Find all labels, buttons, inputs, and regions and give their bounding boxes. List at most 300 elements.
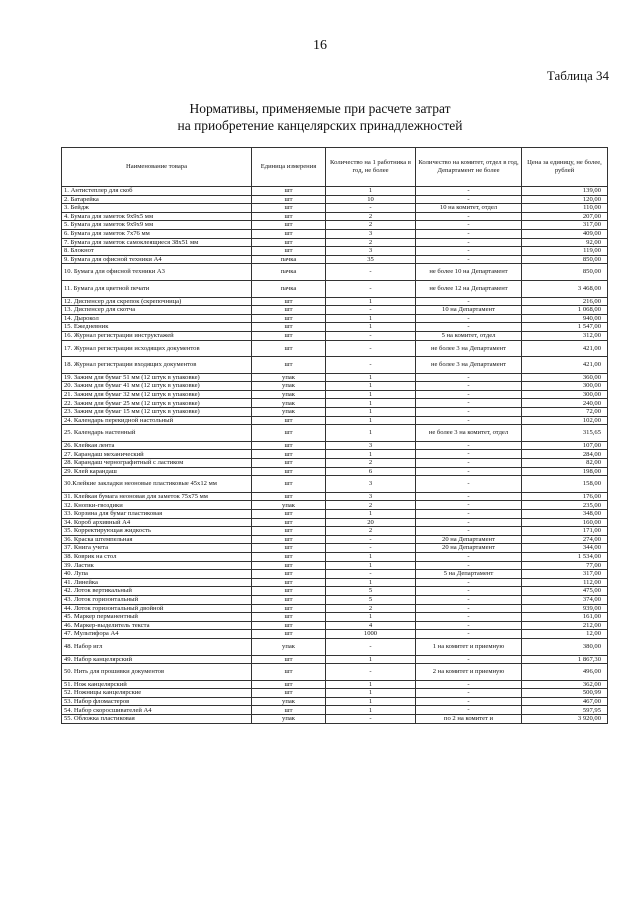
row-qty-dept-cell: 2 на комитет и приемную: [416, 664, 522, 681]
row-name-cell: 26. Клейкая лента: [62, 441, 252, 450]
row-price-cell: 1 068,00: [522, 306, 608, 315]
row-price-cell: 467,00: [522, 697, 608, 706]
header-qty-worker: Количество на 1 работника в год, не более: [326, 148, 416, 187]
row-qty-worker-cell: 1: [326, 382, 416, 391]
table-row: [62, 323, 608, 332]
row-unit-cell: шт: [252, 476, 326, 493]
row-unit-cell: шт: [252, 340, 326, 357]
row-unit-cell: шт: [252, 314, 326, 323]
row-qty-worker-cell: 1: [326, 390, 416, 399]
row-name-cell: 13. Диспенсер для скотча: [62, 306, 252, 315]
row-qty-dept-cell: 10 на комитет, отдел: [416, 204, 522, 213]
table-row: [62, 204, 608, 213]
row-qty-worker-cell: 1: [326, 561, 416, 570]
row-unit-cell: шт: [252, 604, 326, 613]
row-price-cell: 216,00: [522, 297, 608, 306]
row-qty-dept-cell: -: [416, 501, 522, 510]
row-name-cell: 11. Бумага для цветной печати: [62, 280, 252, 297]
table-row: [62, 357, 608, 374]
row-qty-dept-cell: -: [416, 552, 522, 561]
row-name-cell: 1. Антистеплер для скоб: [62, 187, 252, 196]
row-qty-dept-cell: -: [416, 561, 522, 570]
row-qty-dept-cell: -: [416, 238, 522, 247]
row-price-cell: 77,00: [522, 561, 608, 570]
row-qty-worker-cell: -: [326, 204, 416, 213]
row-price-cell: 212,00: [522, 621, 608, 630]
row-price-cell: 409,00: [522, 229, 608, 238]
table-row: [62, 441, 608, 450]
table-row: [62, 587, 608, 596]
row-price-cell: 317,00: [522, 570, 608, 579]
row-name-cell: 12. Диспенсер для скрепок (скрепочница): [62, 297, 252, 306]
row-unit-cell: шт: [252, 450, 326, 459]
title-line-2: на приобретение канцелярских принадлежностей: [177, 118, 463, 133]
row-qty-worker-cell: 3: [326, 441, 416, 450]
row-name-cell: 42. Лоток вертикальный: [62, 587, 252, 596]
row-qty-dept-cell: -: [416, 373, 522, 382]
row-qty-dept-cell: 5 на Департамент: [416, 570, 522, 579]
row-name-cell: 46. Маркер-выделитель текста: [62, 621, 252, 630]
row-name-cell: 8. Блокнот: [62, 247, 252, 256]
row-qty-dept-cell: -: [416, 323, 522, 332]
row-name-cell: 4. Бумага для заметок 9х9х5 мм: [62, 212, 252, 221]
row-qty-worker-cell: -: [326, 638, 416, 655]
row-qty-worker-cell: -: [326, 664, 416, 681]
row-unit-cell: шт: [252, 587, 326, 596]
table-row: [62, 689, 608, 698]
row-price-cell: 300,00: [522, 390, 608, 399]
row-price-cell: 421,00: [522, 357, 608, 374]
table-row: [62, 247, 608, 256]
row-unit-cell: шт: [252, 238, 326, 247]
row-qty-dept-cell: -: [416, 390, 522, 399]
table-row: [62, 527, 608, 536]
row-qty-dept-cell: -: [416, 314, 522, 323]
row-price-cell: 597,95: [522, 706, 608, 715]
row-qty-worker-cell: -: [326, 340, 416, 357]
row-qty-dept-cell: -: [416, 408, 522, 417]
row-qty-worker-cell: 6: [326, 467, 416, 476]
row-qty-dept-cell: -: [416, 527, 522, 536]
table-row: [62, 187, 608, 196]
header-unit: Единица измерения: [252, 148, 326, 187]
row-price-cell: 1 534,00: [522, 552, 608, 561]
row-unit-cell: шт: [252, 680, 326, 689]
row-price-cell: 82,00: [522, 459, 608, 468]
row-unit-cell: шт: [252, 323, 326, 332]
table-row: [62, 476, 608, 493]
row-price-cell: 312,00: [522, 331, 608, 340]
row-qty-dept-cell: -: [416, 212, 522, 221]
row-name-cell: 53. Набор фломастеров: [62, 697, 252, 706]
row-qty-dept-cell: не более 3 на Департамент: [416, 357, 522, 374]
row-qty-dept-cell: -: [416, 630, 522, 639]
table-row: [62, 459, 608, 468]
row-name-cell: 37. Книга учета: [62, 544, 252, 553]
row-qty-dept-cell: -: [416, 604, 522, 613]
row-price-cell: 207,00: [522, 212, 608, 221]
row-name-cell: 10. Бумага для офисной техники А3: [62, 264, 252, 281]
header-qty-dept: Количество на комитет, отдел в год, Департамент не более: [416, 148, 522, 187]
row-name-cell: 6. Бумага для заметок 7х76 мм: [62, 229, 252, 238]
table-row: [62, 229, 608, 238]
row-unit-cell: упак: [252, 501, 326, 510]
row-qty-dept-cell: не более 10 на Департамент: [416, 264, 522, 281]
table-row: [62, 467, 608, 476]
row-price-cell: 284,00: [522, 450, 608, 459]
row-price-cell: 3 920,00: [522, 715, 608, 724]
row-price-cell: 500,99: [522, 689, 608, 698]
row-name-cell: 54. Набор скоросшивателей А4: [62, 706, 252, 715]
row-qty-dept-cell: -: [416, 613, 522, 622]
row-name-cell: 2. Батарейка: [62, 195, 252, 204]
row-price-cell: 119,00: [522, 247, 608, 256]
table-row: [62, 630, 608, 639]
row-qty-dept-cell: -: [416, 441, 522, 450]
row-qty-dept-cell: -: [416, 450, 522, 459]
table-row: [62, 518, 608, 527]
row-qty-worker-cell: -: [326, 306, 416, 315]
row-qty-dept-cell: 5 на комитет, отдел: [416, 331, 522, 340]
row-price-cell: 317,00: [522, 221, 608, 230]
row-unit-cell: шт: [252, 706, 326, 715]
row-name-cell: 49. Набор канцелярский: [62, 655, 252, 664]
norms-table-wrapper: [61, 147, 607, 724]
row-price-cell: 362,00: [522, 680, 608, 689]
row-qty-worker-cell: 1: [326, 450, 416, 459]
table-header-row: [62, 148, 608, 187]
table-row: [62, 706, 608, 715]
row-price-cell: 940,00: [522, 314, 608, 323]
document-title: [0, 100, 640, 134]
table-row: [62, 297, 608, 306]
table-row: [62, 570, 608, 579]
row-qty-worker-cell: 1: [326, 689, 416, 698]
row-unit-cell: пачка: [252, 255, 326, 264]
row-price-cell: 158,00: [522, 476, 608, 493]
row-unit-cell: шт: [252, 595, 326, 604]
row-price-cell: 274,00: [522, 535, 608, 544]
row-name-cell: 7. Бумага для заметок самоклеящиеся 38х51 мм: [62, 238, 252, 247]
row-unit-cell: шт: [252, 535, 326, 544]
row-qty-worker-cell: 1: [326, 425, 416, 442]
row-unit-cell: шт: [252, 561, 326, 570]
row-name-cell: 19. Зажим для бумаг 51 мм (12 штук в упаковке): [62, 373, 252, 382]
table-row: [62, 382, 608, 391]
row-name-cell: 23. Зажим для бумаг 15 мм (12 штук в упаковке): [62, 408, 252, 417]
row-name-cell: 31. Клейкая бумага неоновая для заметок 75х75 мм: [62, 492, 252, 501]
row-name-cell: 33. Корзина для бумаг пластиковая: [62, 510, 252, 519]
row-qty-worker-cell: -: [326, 715, 416, 724]
table-row: [62, 212, 608, 221]
row-name-cell: 3. Бейдж: [62, 204, 252, 213]
row-name-cell: 18. Журнал регистрации входящих документов: [62, 357, 252, 374]
row-qty-dept-cell: -: [416, 459, 522, 468]
row-price-cell: 161,00: [522, 613, 608, 622]
row-price-cell: 380,00: [522, 638, 608, 655]
row-name-cell: 41. Линейка: [62, 578, 252, 587]
row-price-cell: 160,00: [522, 518, 608, 527]
row-unit-cell: шт: [252, 655, 326, 664]
row-unit-cell: шт: [252, 187, 326, 196]
row-unit-cell: шт: [252, 459, 326, 468]
table-row: [62, 340, 608, 357]
row-price-cell: 171,00: [522, 527, 608, 536]
row-price-cell: 300,00: [522, 382, 608, 391]
row-unit-cell: упак: [252, 697, 326, 706]
row-qty-dept-cell: -: [416, 195, 522, 204]
row-qty-dept-cell: -: [416, 187, 522, 196]
row-price-cell: 475,00: [522, 587, 608, 596]
row-unit-cell: шт: [252, 664, 326, 681]
row-qty-worker-cell: 2: [326, 212, 416, 221]
row-name-cell: 21. Зажим для бумаг 32 мм (12 штук в упаковке): [62, 390, 252, 399]
table-row: [62, 408, 608, 417]
row-unit-cell: упак: [252, 373, 326, 382]
row-name-cell: 15. Ежедневник: [62, 323, 252, 332]
table-body: [62, 187, 608, 724]
table-row: [62, 655, 608, 664]
row-qty-dept-cell: -: [416, 510, 522, 519]
table-row: [62, 416, 608, 425]
row-qty-dept-cell: -: [416, 297, 522, 306]
row-unit-cell: упак: [252, 399, 326, 408]
row-name-cell: 34. Короб архивный А4: [62, 518, 252, 527]
row-unit-cell: шт: [252, 425, 326, 442]
row-qty-dept-cell: -: [416, 221, 522, 230]
row-unit-cell: шт: [252, 467, 326, 476]
row-unit-cell: шт: [252, 578, 326, 587]
row-price-cell: 374,00: [522, 595, 608, 604]
table-row: [62, 255, 608, 264]
row-qty-dept-cell: по 2 на комитет и: [416, 715, 522, 724]
row-name-cell: 50. Нить для прошивки документов: [62, 664, 252, 681]
row-qty-dept-cell: -: [416, 621, 522, 630]
row-name-cell: 51. Нож канцелярский: [62, 680, 252, 689]
table-row: [62, 195, 608, 204]
row-price-cell: 198,00: [522, 467, 608, 476]
row-name-cell: 25. Календарь настенный: [62, 425, 252, 442]
table-label: Таблица 34: [546, 68, 609, 83]
row-name-cell: 17. Журнал регистрации исходящих документов: [62, 340, 252, 357]
row-unit-cell: шт: [252, 552, 326, 561]
row-name-cell: 47. Мультифора А4: [62, 630, 252, 639]
row-qty-dept-cell: -: [416, 706, 522, 715]
row-unit-cell: шт: [252, 306, 326, 315]
row-qty-dept-cell: -: [416, 229, 522, 238]
row-name-cell: 14. Дырокол: [62, 314, 252, 323]
row-name-cell: 28. Карандаш чернографитный с ластиком: [62, 459, 252, 468]
row-price-cell: 12,00: [522, 630, 608, 639]
row-name-cell: 38. Коврик на стол: [62, 552, 252, 561]
row-qty-worker-cell: 3: [326, 492, 416, 501]
row-unit-cell: шт: [252, 195, 326, 204]
row-price-cell: 421,00: [522, 340, 608, 357]
row-qty-worker-cell: 1: [326, 314, 416, 323]
table-row: [62, 578, 608, 587]
row-qty-dept-cell: -: [416, 578, 522, 587]
row-unit-cell: шт: [252, 518, 326, 527]
row-name-cell: 30.Клейкие закладки неоновые пластиковые 45х12 мм: [62, 476, 252, 493]
table-row: [62, 544, 608, 553]
row-price-cell: 235,00: [522, 501, 608, 510]
table-row: [62, 390, 608, 399]
row-qty-worker-cell: -: [326, 331, 416, 340]
table-row: [62, 621, 608, 630]
row-qty-dept-cell: -: [416, 680, 522, 689]
table-row: [62, 501, 608, 510]
row-qty-dept-cell: -: [416, 399, 522, 408]
row-qty-dept-cell: -: [416, 595, 522, 604]
row-qty-dept-cell: -: [416, 655, 522, 664]
row-qty-worker-cell: -: [326, 535, 416, 544]
table-row: [62, 552, 608, 561]
row-price-cell: 120,00: [522, 195, 608, 204]
row-qty-worker-cell: -: [326, 357, 416, 374]
row-price-cell: 92,00: [522, 238, 608, 247]
row-qty-worker-cell: 2: [326, 459, 416, 468]
row-price-cell: 139,00: [522, 187, 608, 196]
row-unit-cell: шт: [252, 331, 326, 340]
row-name-cell: 43. Лоток горизонтальный: [62, 595, 252, 604]
row-unit-cell: шт: [252, 247, 326, 256]
table-row: [62, 697, 608, 706]
table-row: [62, 492, 608, 501]
row-qty-worker-cell: 1000: [326, 630, 416, 639]
table-row: [62, 238, 608, 247]
row-qty-worker-cell: 2: [326, 238, 416, 247]
table-row: [62, 613, 608, 622]
row-unit-cell: шт: [252, 689, 326, 698]
row-qty-worker-cell: 1: [326, 408, 416, 417]
row-name-cell: 5. Бумага для заметок 9х9х9 мм: [62, 221, 252, 230]
row-qty-dept-cell: -: [416, 255, 522, 264]
row-price-cell: 850,00: [522, 264, 608, 281]
row-name-cell: 40. Лупа: [62, 570, 252, 579]
row-qty-dept-cell: -: [416, 587, 522, 596]
row-qty-worker-cell: 20: [326, 518, 416, 527]
table-row: [62, 280, 608, 297]
row-qty-dept-cell: 20 на Департамент: [416, 535, 522, 544]
row-price-cell: 176,00: [522, 492, 608, 501]
row-qty-worker-cell: 1: [326, 613, 416, 622]
row-price-cell: 344,00: [522, 544, 608, 553]
row-qty-dept-cell: -: [416, 382, 522, 391]
title-line-1: Нормативы, применяемые при расчете затрат: [189, 101, 451, 116]
row-qty-worker-cell: 1: [326, 655, 416, 664]
row-unit-cell: шт: [252, 441, 326, 450]
row-qty-dept-cell: 10 на Департамент: [416, 306, 522, 315]
page-number: 16: [313, 38, 327, 53]
row-unit-cell: шт: [252, 544, 326, 553]
row-qty-worker-cell: 1: [326, 578, 416, 587]
row-qty-worker-cell: -: [326, 264, 416, 281]
row-qty-worker-cell: 3: [326, 247, 416, 256]
row-qty-worker-cell: 3: [326, 229, 416, 238]
row-unit-cell: шт: [252, 510, 326, 519]
row-qty-worker-cell: 2: [326, 604, 416, 613]
row-price-cell: 107,00: [522, 441, 608, 450]
row-unit-cell: шт: [252, 229, 326, 238]
table-row: [62, 450, 608, 459]
row-price-cell: 240,00: [522, 399, 608, 408]
row-price-cell: 315,65: [522, 425, 608, 442]
row-qty-worker-cell: 1: [326, 399, 416, 408]
row-qty-worker-cell: 5: [326, 595, 416, 604]
row-qty-dept-cell: -: [416, 689, 522, 698]
row-qty-dept-cell: -: [416, 697, 522, 706]
row-price-cell: 1 547,00: [522, 323, 608, 332]
row-unit-cell: упак: [252, 382, 326, 391]
row-name-cell: 48. Набор игл: [62, 638, 252, 655]
row-qty-dept-cell: не более 12 на Департамент: [416, 280, 522, 297]
row-price-cell: 102,00: [522, 416, 608, 425]
row-qty-worker-cell: 35: [326, 255, 416, 264]
header-name: Наименование товара: [62, 148, 252, 187]
row-qty-dept-cell: -: [416, 247, 522, 256]
row-unit-cell: шт: [252, 570, 326, 579]
row-qty-worker-cell: 3: [326, 476, 416, 493]
row-qty-worker-cell: 2: [326, 221, 416, 230]
row-name-cell: 35. Корректирующая жидкость: [62, 527, 252, 536]
row-qty-dept-cell: -: [416, 492, 522, 501]
table-row: [62, 399, 608, 408]
row-qty-dept-cell: -: [416, 518, 522, 527]
row-name-cell: 29. Клей карандаш: [62, 467, 252, 476]
row-name-cell: 36. Краска штемпельная: [62, 535, 252, 544]
table-row: [62, 561, 608, 570]
table-row: [62, 425, 608, 442]
row-name-cell: 52. Ножницы канцелярские: [62, 689, 252, 698]
row-unit-cell: шт: [252, 613, 326, 622]
row-name-cell: 44. Лоток горизонтальный двойной: [62, 604, 252, 613]
row-price-cell: 112,00: [522, 578, 608, 587]
row-qty-worker-cell: 2: [326, 527, 416, 536]
row-qty-worker-cell: -: [326, 544, 416, 553]
row-qty-worker-cell: 5: [326, 587, 416, 596]
row-qty-dept-cell: не более 3 на Департамент: [416, 340, 522, 357]
table-row: [62, 510, 608, 519]
row-qty-worker-cell: 1: [326, 697, 416, 706]
row-name-cell: 55. Обложка пластиковая: [62, 715, 252, 724]
row-qty-worker-cell: 1: [326, 323, 416, 332]
row-qty-dept-cell: -: [416, 416, 522, 425]
row-qty-dept-cell: 1 на комитет и приемную: [416, 638, 522, 655]
row-unit-cell: упак: [252, 408, 326, 417]
row-unit-cell: шт: [252, 212, 326, 221]
table-row: [62, 331, 608, 340]
row-price-cell: 360,00: [522, 373, 608, 382]
table-row: [62, 664, 608, 681]
table-row: [62, 680, 608, 689]
row-qty-worker-cell: -: [326, 280, 416, 297]
row-name-cell: 24. Календарь перекидной настольный: [62, 416, 252, 425]
row-qty-dept-cell: -: [416, 476, 522, 493]
row-unit-cell: шт: [252, 630, 326, 639]
row-qty-worker-cell: 10: [326, 195, 416, 204]
row-unit-cell: шт: [252, 527, 326, 536]
row-unit-cell: упак: [252, 390, 326, 399]
row-name-cell: 39. Ластик: [62, 561, 252, 570]
row-qty-worker-cell: 1: [326, 416, 416, 425]
table-row: [62, 604, 608, 613]
row-qty-worker-cell: 4: [326, 621, 416, 630]
row-qty-worker-cell: 1: [326, 297, 416, 306]
table-row: [62, 595, 608, 604]
header-price: Цена за единицу, не более, рублей: [522, 148, 608, 187]
table-row: [62, 715, 608, 724]
row-unit-cell: шт: [252, 221, 326, 230]
